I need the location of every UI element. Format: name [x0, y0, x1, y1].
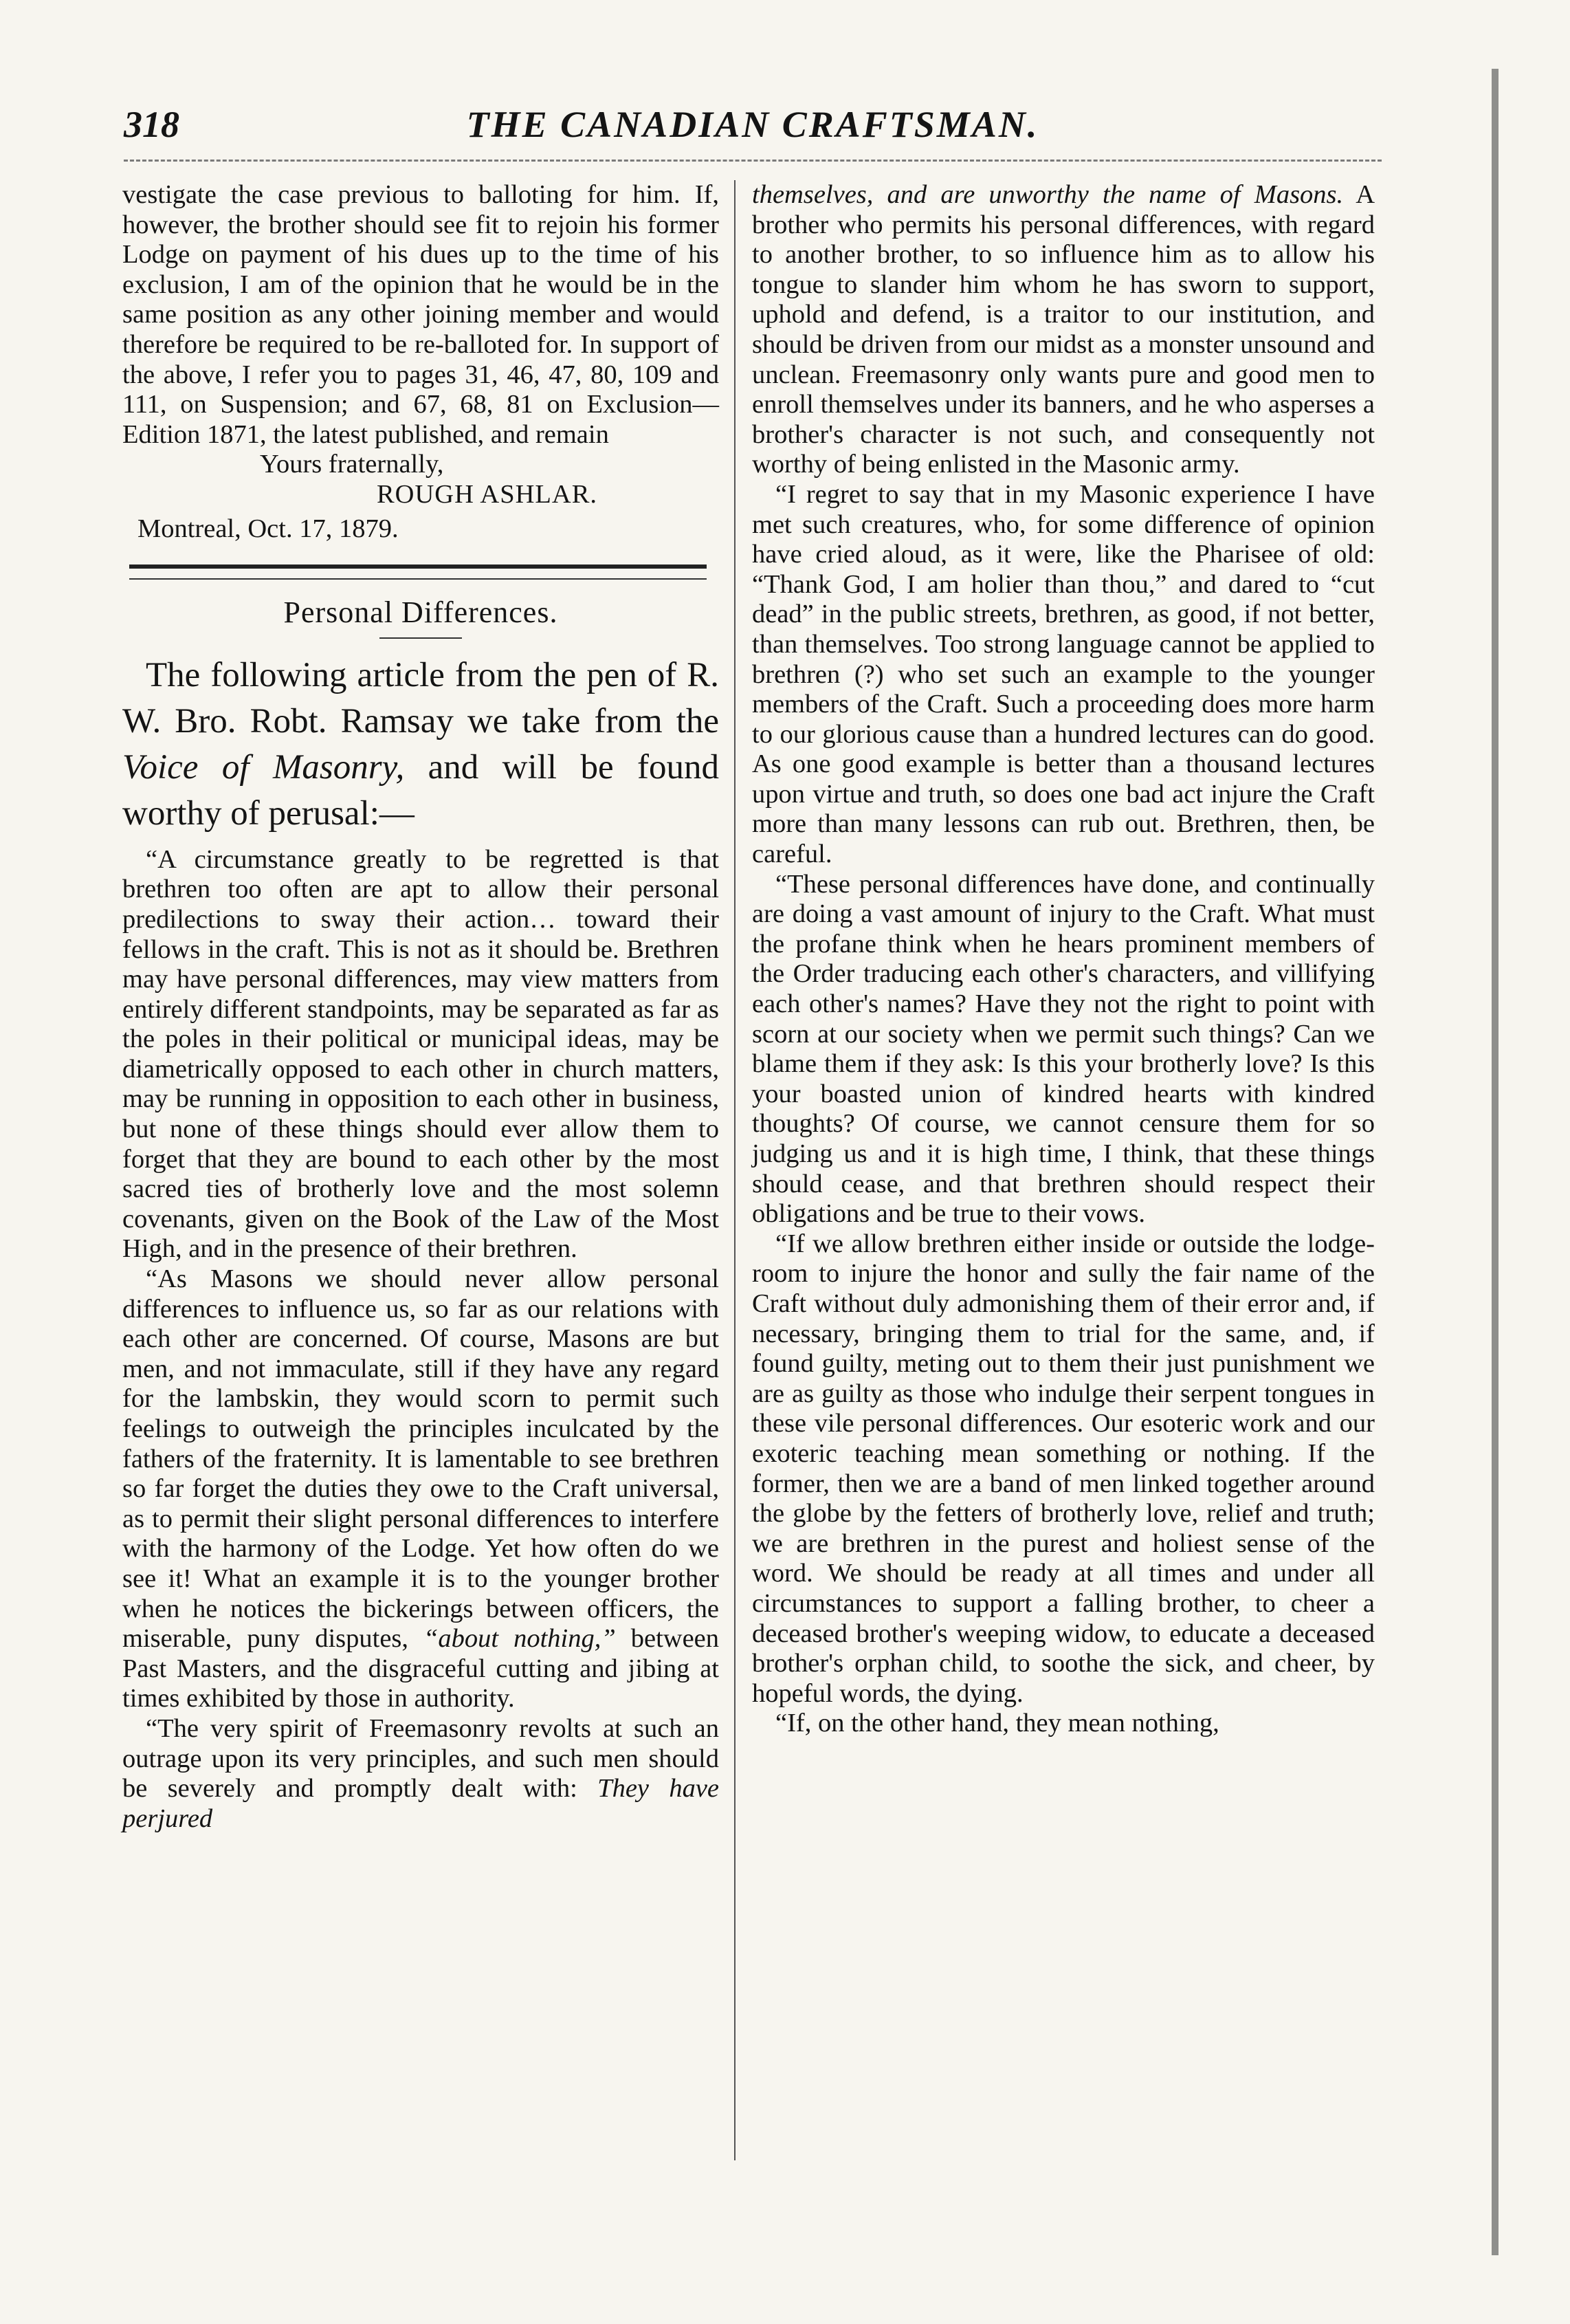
article-paragraph-2	[122, 1264, 719, 1714]
para3-cont-italic: themselves, and are unworthy the name of Masons.	[752, 180, 1344, 209]
running-title: THE CANADIAN CRAFTSMAN.	[466, 104, 1039, 145]
letter-closing: Yours fraternally,	[260, 450, 444, 479]
article-paragraph-1: “A circumstance greatly to be regretted is that brethren too often are apt to allow their personal predilections to sway their action… toward their fellows in the craft. This is not as it should be. Brethren may have personal differences, may view matters from entirely different standpoints, may be separated as far as the poles in their political or municipal ideas, may be diametrically opposed to each other in church matters, may be running in opposition to each other in business, but none of these things should ever allow them to forget that they are bound to each other by the most sacred ties of brotherly love and the most solemn covenants, given on the Book of the Law of the Most High, and in the presence of their brethren.	[122, 844, 719, 1264]
para2-text: “As Masons we should never allow personal differences to influence us, so far as our relations with each other are concerned. Of course, Masons are but men, and not immaculate, still if they have any regard for the lambskin, they would scorn to permit such feelings to outweigh the principles inculcated by the fathers of the fraternity. It is lamentable to see brethren so far forget the duties they owe to the Craft universal, as to permit their slight personal differences to interfere with the harmony of the Lodge. Yet how often do we see it! What an example it is to the younger brother when he notices the bickerings between officers, the miserable, puny disputes,	[122, 1264, 719, 1654]
article-paragraph-6: “If we allow brethren either inside or outside the lodge-room to injure the honor and sully the fair name of the Craft without duly admonishing them of their error and, if necessary, bringing them to trial for the same, and, if found guilty, meting out to them their just punishment we are as guilty as those who indulge their serpent tongues in these vile personal differences. Our esoteric work and our exoteric teaching mean something or nothing. If the former, then we are a band of men linked together around the globe by the fetters of brotherly love, relief and truth; we are brethren in the purest and holiest sense of the word. We should be ready at all times and under all circumstances to support a falling brother, to cheer a deceased brother's weeping widow, to educate a deceased brother's orphan child, to soothe the sick, and cheer, by hopeful words, the dying.	[752, 1229, 1375, 1708]
title-rule	[379, 637, 462, 639]
left-column	[122, 180, 719, 1834]
right-column	[752, 180, 1375, 1739]
page-header	[124, 103, 1382, 165]
intro-text: The following article from the pen of R. W. Bro. Robt. Ramsay we take from the	[122, 655, 719, 741]
article-paragraph-7-start: “If, on the other hand, they mean nothing,	[775, 1709, 1219, 1738]
letter-signature: ROUGH ASHLAR.	[377, 479, 598, 509]
article-intro	[122, 653, 719, 837]
article-paragraph-5: “These personal differences have done, and continually are doing a vast amount of injury to the Craft. What must the profane think when he hears prominent members of the Order traducing each other's characters, and villifying each other's names? Have they not the right to point with scorn at our society when we permit such things? Can we blame them if they ask: Is this your brotherly love? Is this your boasted union of kindred hearts with kindred thoughts? Of course, we cannot censure them for so judging us and it is high time, I think, that these things should cease, and that brethren should respect their obligations and be true to their vows.	[752, 869, 1375, 1229]
article-paragraph-3-start	[122, 1714, 719, 1834]
letter-dateline: Montreal, Oct. 17, 1879.	[137, 514, 399, 543]
page-number: 318	[124, 104, 179, 145]
article-paragraph-3-cont	[752, 180, 1375, 480]
intro-source-title: Voice of Masonry,	[122, 747, 405, 787]
page-edge-mark	[1492, 69, 1499, 2255]
column-divider	[734, 180, 736, 2160]
para3-cont-text: A brother who permits his personal differences, with regard to another brother, to so influence him as to allow his tongue to slander him whom he has sworn to support, uphold and defend, is a traitor to our institution, and should be driven from our midst as a monster unsound and unclean. Freemasonry only wants pure and good men to enroll themselves under its banners, and he who asperses a brother's character is not such, and consequently not worthy of being enlisted in the Masonic army.	[752, 180, 1375, 479]
article-title: Personal Differences.	[283, 595, 558, 630]
para2-text-end: between Past Masters, and the disgraceful cutting and jibing at times exhibited by those in authority.	[122, 1624, 720, 1713]
para3-italic: They have perjured	[122, 1774, 719, 1833]
section-separator	[129, 564, 707, 580]
article-paragraph-4: “I regret to say that in my Masonic experience I have met such creatures, who, for some difference of opinion have cried aloud, as it were, like the Pharisee of old: “Thank God, I am holier than thou,” and dared to “cut dead” in the public streets, brethren, as good, if not better, than themselves. Too strong language cannot be applied to brethren (?) who set such an example to the younger members of the Craft. Such a proceeding does more harm to our glorious cause than a hundred lectures can do good. As one good example is better than a thousand lectures upon virtue and truth, so does one bad act injure the Craft more than many lessons can rub out. Brethren, then, be careful.	[752, 479, 1375, 869]
para3-text: “The very spirit of Freemasonry revolts at such an outrage upon its very principles, and such men should be severely and promptly dealt with:	[122, 1713, 719, 1804]
letter-paragraph: vestigate the case previous to balloting for him. If, however, the brother should see fit to rejoin his former Lodge on payment of his dues up to the time of his exclusion, I am of the opinion that he would be in the same position as any other joining member and would therefore be required to be re-balloted for. In support of the above, I refer you to pages 31, 46, 47, 80, 109 and 111, on Suspension; and 67, 68, 81 on Exclusion—Edition 1871, the latest published, and remain	[122, 180, 719, 449]
header-rule	[124, 160, 1382, 162]
para2-italic: “about nothing,”	[423, 1624, 616, 1654]
intro-text-end: and will be found worthy of perusal:—	[122, 747, 719, 833]
